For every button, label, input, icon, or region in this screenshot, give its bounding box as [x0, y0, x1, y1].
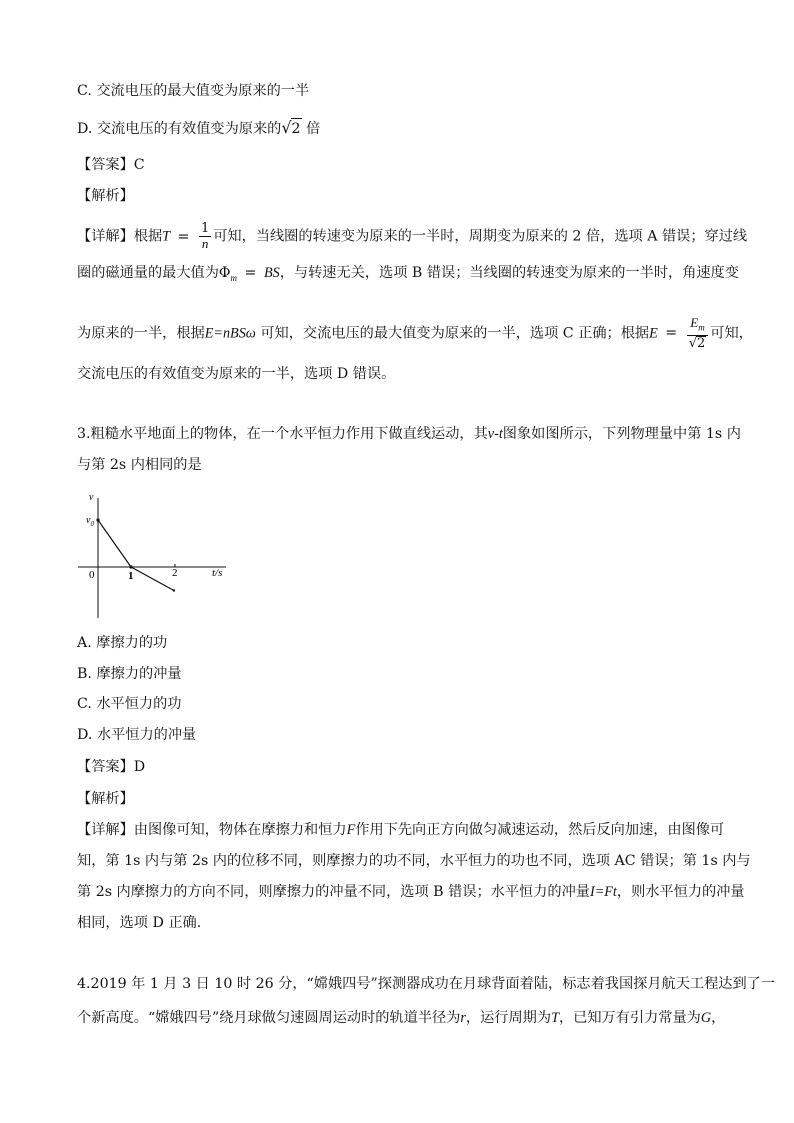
fraction-1-over-n [199, 222, 211, 251]
q3-option-a: A. 摩擦力的功 [77, 635, 168, 651]
v0-label [86, 515, 94, 528]
q2-option-d-suffix: 倍 [301, 121, 321, 137]
fraction-denominator: n [201, 236, 209, 251]
q3-option-c: C. 水平恒力的功 [77, 696, 182, 712]
q3-detail-line-1 [77, 820, 724, 840]
x-axis-label: t/s [212, 567, 223, 579]
q2-option-d-text: D. 交流电压的有效值变为原来的 [77, 121, 282, 137]
symbol-r: r [460, 1010, 466, 1026]
formula-E-nBSw: E=nBSω [204, 325, 256, 342]
q2-option-c: C. 交流电压的最大值变为原来的一半 [77, 83, 310, 99]
stem-text: 图象如图所示，下列物理量中第 1s 内 [502, 426, 741, 442]
detail-text: 可知，当线圈的转速变为原来的一半时，周期变为原来的 2 倍，选项 A 错误；穿过线 [213, 228, 748, 245]
q2-answer: 【答案】C [77, 157, 145, 173]
q2-detail-line-3 [77, 316, 753, 351]
detail-text: 第 2s 内摩擦力的方向不同，则摩擦力的冲量不同，选项 B 错误；水平恒力的冲量 [77, 884, 590, 900]
sqrt-radicand: 2 [696, 335, 706, 351]
q2-detail-line-1 [77, 222, 747, 251]
formula-E: E [649, 325, 658, 342]
tick-label-1: 1 [128, 570, 134, 582]
fraction-denominator [687, 336, 709, 351]
v0-label-main: v [86, 515, 91, 526]
point-v0 [96, 518, 99, 521]
vt-series-line-2 [131, 567, 174, 591]
q3-answer: 【答案】D [77, 759, 146, 775]
origin-label: 0 [89, 569, 95, 581]
tick-label-2: 2 [172, 567, 178, 579]
phi-symbol: Φ [218, 265, 231, 281]
symbol-T: T [551, 1010, 559, 1026]
detail-text: ，与转速无关，选项 B 错误；当线圈的转速变为原来的一半时，角速度变 [279, 265, 739, 281]
stem-text: 3.粗糙水平地面上的物体，在一个水平恒力作用下做直线运动，其 [77, 426, 488, 442]
fraction-numerator: 1 [200, 221, 210, 236]
q2-detail-line-4: 交流电压的有效值变为原来的一半，选项 D 错误。 [77, 366, 396, 382]
vt-graph [74, 488, 234, 620]
stem-text: ， [711, 1010, 726, 1026]
formula-F: F [346, 822, 356, 838]
y-axis-label: v [89, 492, 94, 503]
equals-sign: = [660, 325, 682, 342]
formula-T: T [162, 228, 171, 245]
symbol-G: G [700, 1010, 712, 1026]
q4-stem-line-1: 4.2019 年 1 月 3 日 10 时 26 分，“嫦娥四号”探测器成功在月球背面着陆，标志着我国探月航天工程达到了一 [77, 976, 776, 992]
q3-stem-line-1 [77, 424, 741, 444]
numerator-E: E [690, 315, 699, 330]
q3-detail-line-2: 知，第 1s 内与第 2s 内的位移不同，则摩擦力的功不同，水平恒力的功也不同，选项 AC 错误；第 1s 内与 [77, 853, 751, 869]
detail-text: 可知，交流电压的最大值变为原来的一半，选项 C 正确；根据 [255, 325, 650, 342]
formula-BS: BS [263, 265, 280, 281]
q2-analysis-heading: 【解析】 [77, 188, 134, 204]
q2-detail-line-2 [77, 263, 739, 288]
q3-option-b: B. 摩擦力的冲量 [77, 666, 182, 682]
v0-label-sub: 0 [90, 520, 94, 528]
fraction-Em-over-sqrt2 [687, 316, 709, 351]
q3-option-d: D. 水平恒力的冲量 [77, 727, 197, 743]
stem-text: 个新高度。“嫦娥四号”绕月球做匀速圆周运动时的轨道半径为 [77, 1010, 461, 1026]
stem-text: ，已知万有引力常量为 [558, 1010, 701, 1026]
equals-sign: = [173, 228, 194, 245]
fraction-numerator [687, 316, 709, 336]
q2-option-d [77, 118, 320, 139]
numerator-subscript: m [698, 322, 705, 333]
sqrt-symbol: √ [688, 335, 697, 351]
q3-detail-line-4: 相同，选项 D 正确. [77, 915, 202, 931]
sqrt-radicand: 2 [291, 118, 302, 139]
detail-text: 为原来的一半，根据 [77, 325, 205, 342]
stem-text: ，运行周期为 [465, 1010, 552, 1026]
vt-label: v-t [487, 426, 503, 442]
q3-analysis-heading: 【解析】 [77, 791, 134, 807]
q4-stem-line-2 [77, 1008, 725, 1028]
detail-text: 【详解】根据 [77, 228, 163, 245]
equals-sign: = [240, 265, 261, 281]
formula-I-Ft: I=Ft [589, 884, 617, 900]
vt-series-line [98, 520, 131, 567]
detail-text: 可知， [710, 325, 753, 342]
detail-text: ，则水平恒力的冲量 [616, 884, 745, 900]
detail-text: 作用下先向正方向做匀减速运动，然后反向加速，由图像可 [355, 822, 725, 838]
q3-stem-line-2: 与第 2s 内相同的是 [77, 457, 202, 473]
sqrt-symbol: √ [281, 118, 292, 137]
q3-detail-line-3 [77, 882, 745, 902]
detail-text: 【详解】由图像可知，物体在摩擦力和恒力 [77, 822, 347, 838]
detail-text: 圈的磁通量的最大值为 [77, 265, 219, 281]
phi-subscript: m [230, 272, 238, 283]
